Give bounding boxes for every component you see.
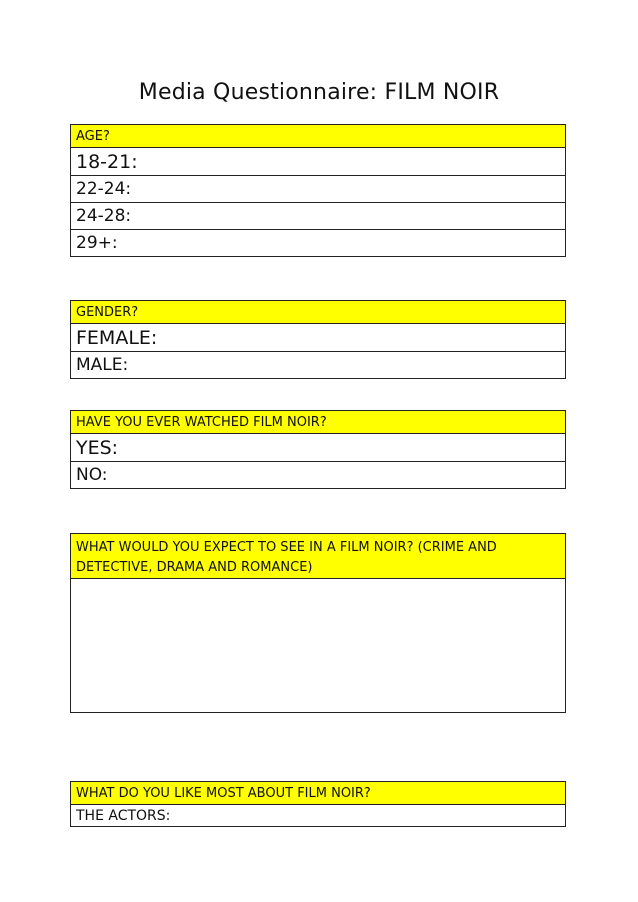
- age-option-18-21: 18-21:: [71, 147, 565, 175]
- age-option-24-28: 24-28:: [71, 202, 565, 229]
- age-option-29-plus: 29+:: [71, 229, 565, 256]
- like-option-actors: THE ACTORS:: [71, 804, 565, 826]
- page-title: Media Questionnaire: FILM NOIR: [138, 80, 500, 105]
- watched-table: [70, 410, 566, 489]
- gender-question: GENDER?: [71, 301, 565, 323]
- gender-table: [70, 300, 566, 379]
- like-question: WHAT DO YOU LIKE MOST ABOUT FILM NOIR?: [71, 782, 565, 804]
- age-table: [70, 124, 566, 257]
- watched-question: HAVE YOU EVER WATCHED FILM NOIR?: [71, 411, 565, 433]
- expect-table: [70, 533, 566, 713]
- watched-option-yes: YES:: [71, 433, 565, 461]
- age-option-22-24: 22-24:: [71, 175, 565, 202]
- expect-question: WHAT WOULD YOU EXPECT TO SEE IN A FILM NOIR? (CRIME AND DETECTIVE, DRAMA AND ROMANCE): [71, 534, 565, 578]
- gender-option-female: FEMALE:: [71, 323, 565, 351]
- like-table: [70, 781, 566, 827]
- watched-option-no: NO:: [71, 461, 565, 488]
- expect-answer-area[interactable]: [71, 578, 565, 712]
- age-question: AGE?: [71, 125, 565, 147]
- gender-option-male: MALE:: [71, 351, 565, 378]
